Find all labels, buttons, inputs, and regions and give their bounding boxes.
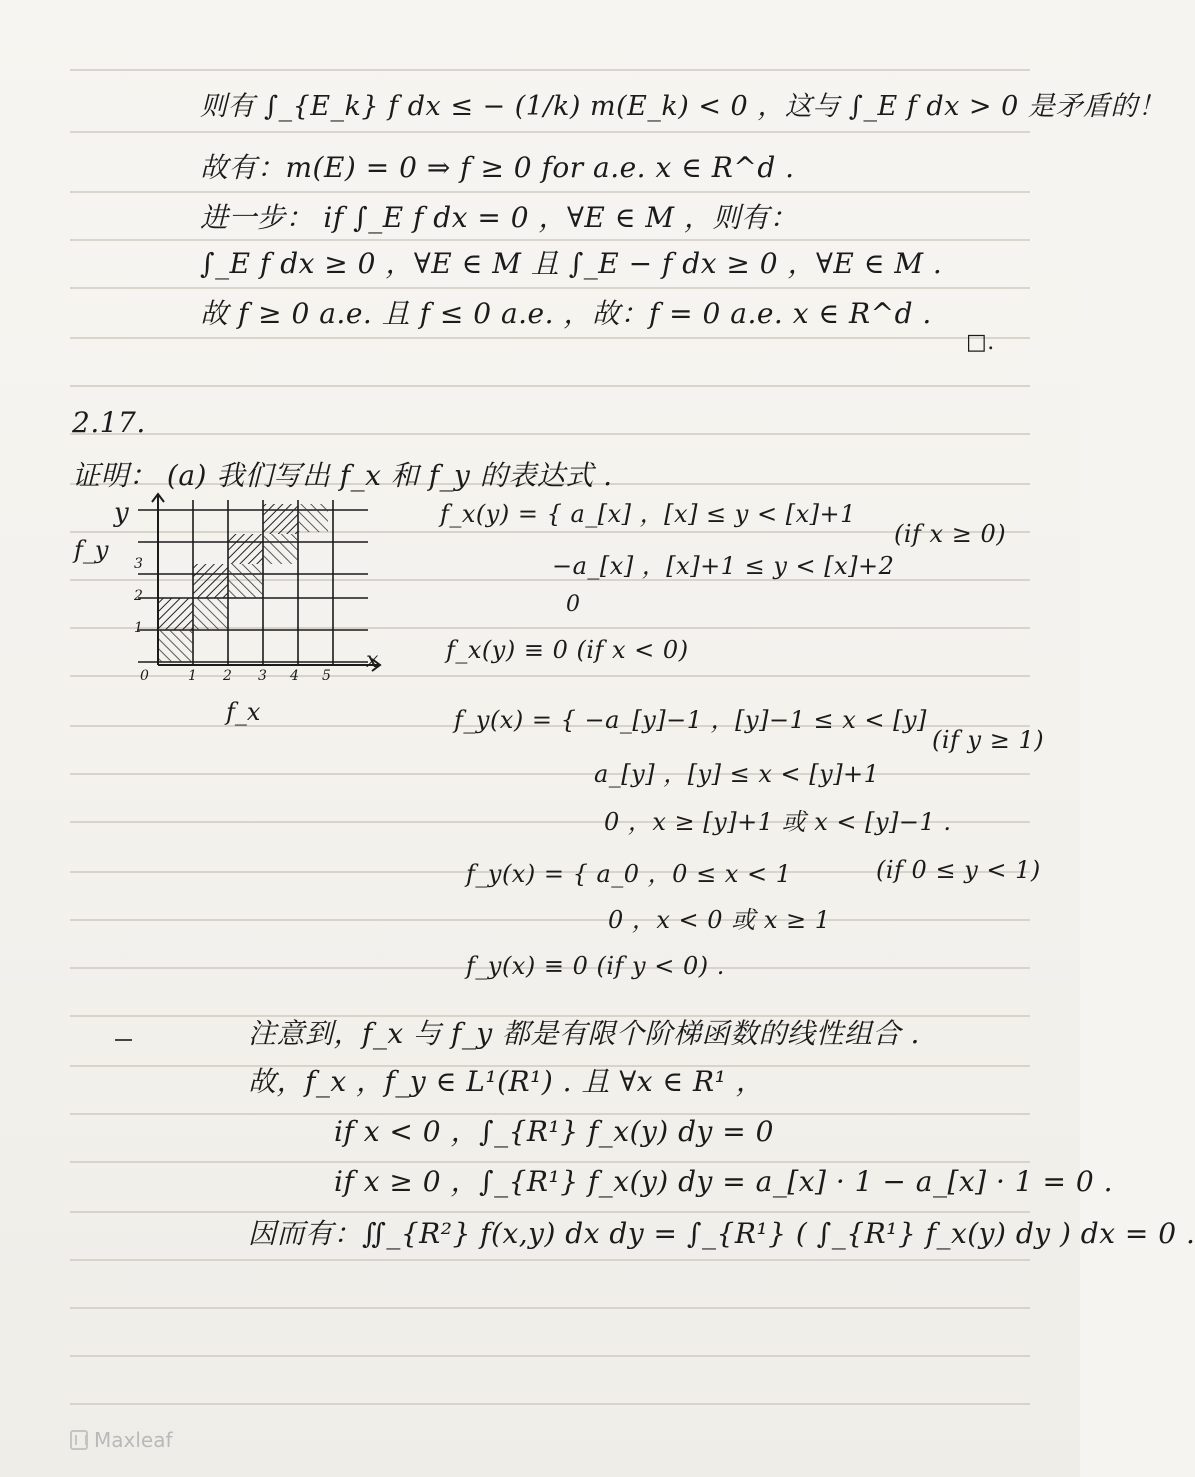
y-tick-2: 2 [134, 588, 143, 604]
x-tick-4: 4 [290, 668, 299, 684]
fx-definition-1: f_x(y) = { a_[x] ，[x] ≤ y < [x]+1 [440, 500, 856, 528]
y-tick-1: 1 [134, 620, 143, 636]
note-line-1: 注意到，f_x 与 f_y 都是有限个阶梯函数的线性组合 . [248, 1017, 920, 1050]
x-axis-label: x [366, 648, 379, 673]
note-line-2: 故，f_x ，f_y ∈ L¹(R¹) . 且 ∀x ∈ R¹ ， [248, 1065, 765, 1098]
fx-condition: (if x ≥ 0) [894, 520, 1007, 548]
fy-01-definition-2: 0 ，x < 0 或 x ≥ 1 [608, 906, 831, 934]
fy-condition: (if y ≥ 1) [932, 726, 1045, 754]
fy-definition-2: a_[y] ，[y] ≤ x < [y]+1 [594, 760, 880, 788]
y-axis-label: y [114, 498, 129, 528]
note-line-3: if x < 0 ，∫_{R¹} f_x(y) dy = 0 [334, 1115, 774, 1148]
fy-definition-3: 0 ，x ≥ [y]+1 或 x < [y]−1 . [604, 808, 952, 836]
text-line-5: 故 f ≥ 0 a.e. 且 f ≤ 0 a.e. ，故：f = 0 a.e. x ∈ R^d . [200, 297, 932, 330]
note-line-4: if x ≥ 0 ，∫_{R¹} f_x(y) dy = a_[x] · 1 − a_[x] · 1 = 0 . [334, 1165, 1113, 1198]
section-number: 2.17. [72, 406, 146, 439]
x-tick-5: 5 [322, 668, 331, 684]
text-line-3: 进一步： if ∫_E f dx = 0 ，∀E ∈ M ，则有： [200, 201, 798, 234]
fy-label: f_y [74, 536, 109, 564]
fy-01-condition: (if 0 ≤ y < 1) [876, 856, 1041, 884]
maxleaf-watermark [70, 1428, 173, 1452]
qed-mark: □. [966, 330, 995, 355]
fy-definition-1: f_y(x) = { −a_[y]−1 ，[y]−1 ≤ x < [y] [454, 706, 927, 734]
fx-definition-3: 0 [566, 592, 581, 617]
x-tick-3: 3 [258, 668, 267, 684]
fy-negative-case: f_y(x) ≡ 0 (if y < 0) . [466, 952, 725, 980]
fx-negative-case: f_x(y) ≡ 0 (if x < 0) [446, 636, 689, 664]
y-tick-3: 3 [134, 556, 143, 572]
fx-definition-2: −a_[x] ，[x]+1 ≤ y < [x]+2 [552, 552, 895, 580]
text-line-2: 故有：m(E) = 0 ⇒ f ≥ 0 for a.e. x ∈ R^d . [200, 151, 795, 184]
x-tick-1: 1 [188, 668, 197, 684]
brand-name: Maxleaf [94, 1428, 173, 1452]
fx-label: f_x [226, 698, 261, 726]
text-line-1: 则有 ∫_{E_k} f dx ≤ − (1/k) m(E_k) < 0 ，这与 ∫_E f dx > 0 是矛盾的！ [200, 91, 1166, 122]
x-tick-2: 2 [223, 668, 232, 684]
proof-intro: 证明： (a) 我们写出 f_x 和 f_y 的表达式 . [72, 459, 613, 492]
fy-01-definition-1: f_y(x) = { a_0 ，0 ≤ x < 1 [466, 860, 792, 888]
maxleaf-logo-icon [70, 1430, 88, 1450]
x-tick-0: 0 [140, 668, 149, 684]
text-line-4: ∫_E f dx ≥ 0 ，∀E ∈ M 且 ∫_E − f dx ≥ 0 ，∀E ∈ M . [200, 247, 943, 280]
note-line-5: 因而有：∬_{R²} f(x,y) dx dy = ∫_{R¹} ( ∫_{R¹} f_x(y) dy ) dx = 0 . [248, 1217, 1195, 1250]
step-function-grid [118, 490, 398, 730]
